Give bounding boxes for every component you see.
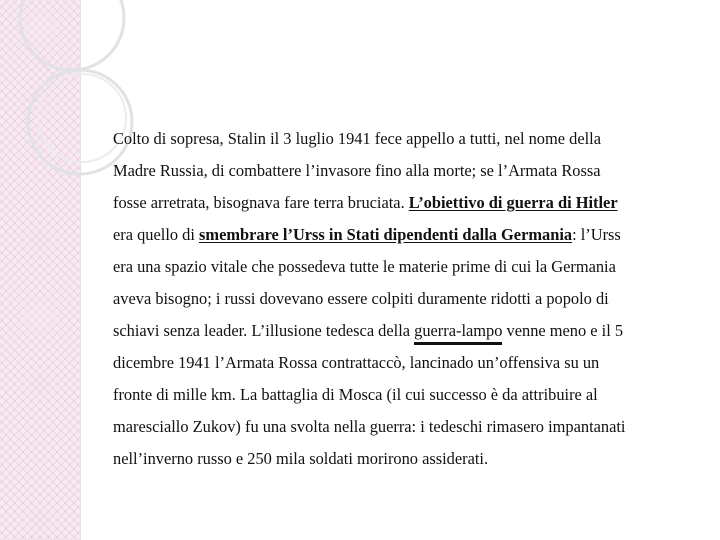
text-line: aveva bisogno; i russi dovevano essere colpiti duramente ridotti a popolo di	[113, 289, 609, 308]
text-line: Madre Russia, di combattere l’invasore fino alla morte; se l’Armata Rossa	[113, 161, 601, 180]
text-line: era una spazio vitale che possedeva tutte le materie prime di cui la Germania	[113, 257, 616, 276]
body-paragraph	[113, 123, 683, 475]
text-line: fronte di mille km. La battaglia di Mosca (il cui successo è da attribuire al	[113, 385, 598, 404]
underlined-guerra-lampo: guerra-lampo	[414, 315, 502, 347]
text-line: dicembre 1941 l’Armata Rossa contrattaccò, lancinado un’offensiva su un	[113, 353, 600, 372]
emphasis-dismember-urss: smembrare l’Urss in Stati dipendenti dalla Germania	[199, 225, 573, 244]
text-line	[113, 219, 683, 251]
text-segment: : l’Urss	[572, 225, 621, 244]
text-segment: era quello di	[113, 225, 200, 244]
text-line	[113, 315, 683, 347]
text-line: Colto di sopresa, Stalin il 3 luglio 1941 fece appello a tutti, nel nome della	[113, 129, 601, 148]
emphasis-hitler-goal: L’obiettivo di guerra di Hitler	[408, 193, 618, 212]
text-line	[113, 187, 683, 219]
text-segment: fosse arretrata, bisognava fare terra bruciata.	[113, 193, 409, 212]
text-segment: schiavi senza leader. L’illusione tedesca della	[113, 321, 415, 340]
text-line: maresciallo Zukov) fu una svolta nella guerra: i tedeschi rimasero impantanati	[113, 417, 626, 436]
text-segment: venne meno e il 5	[502, 321, 624, 340]
text-line: nell’inverno russo e 250 mila soldati morirono assiderati.	[113, 449, 489, 468]
